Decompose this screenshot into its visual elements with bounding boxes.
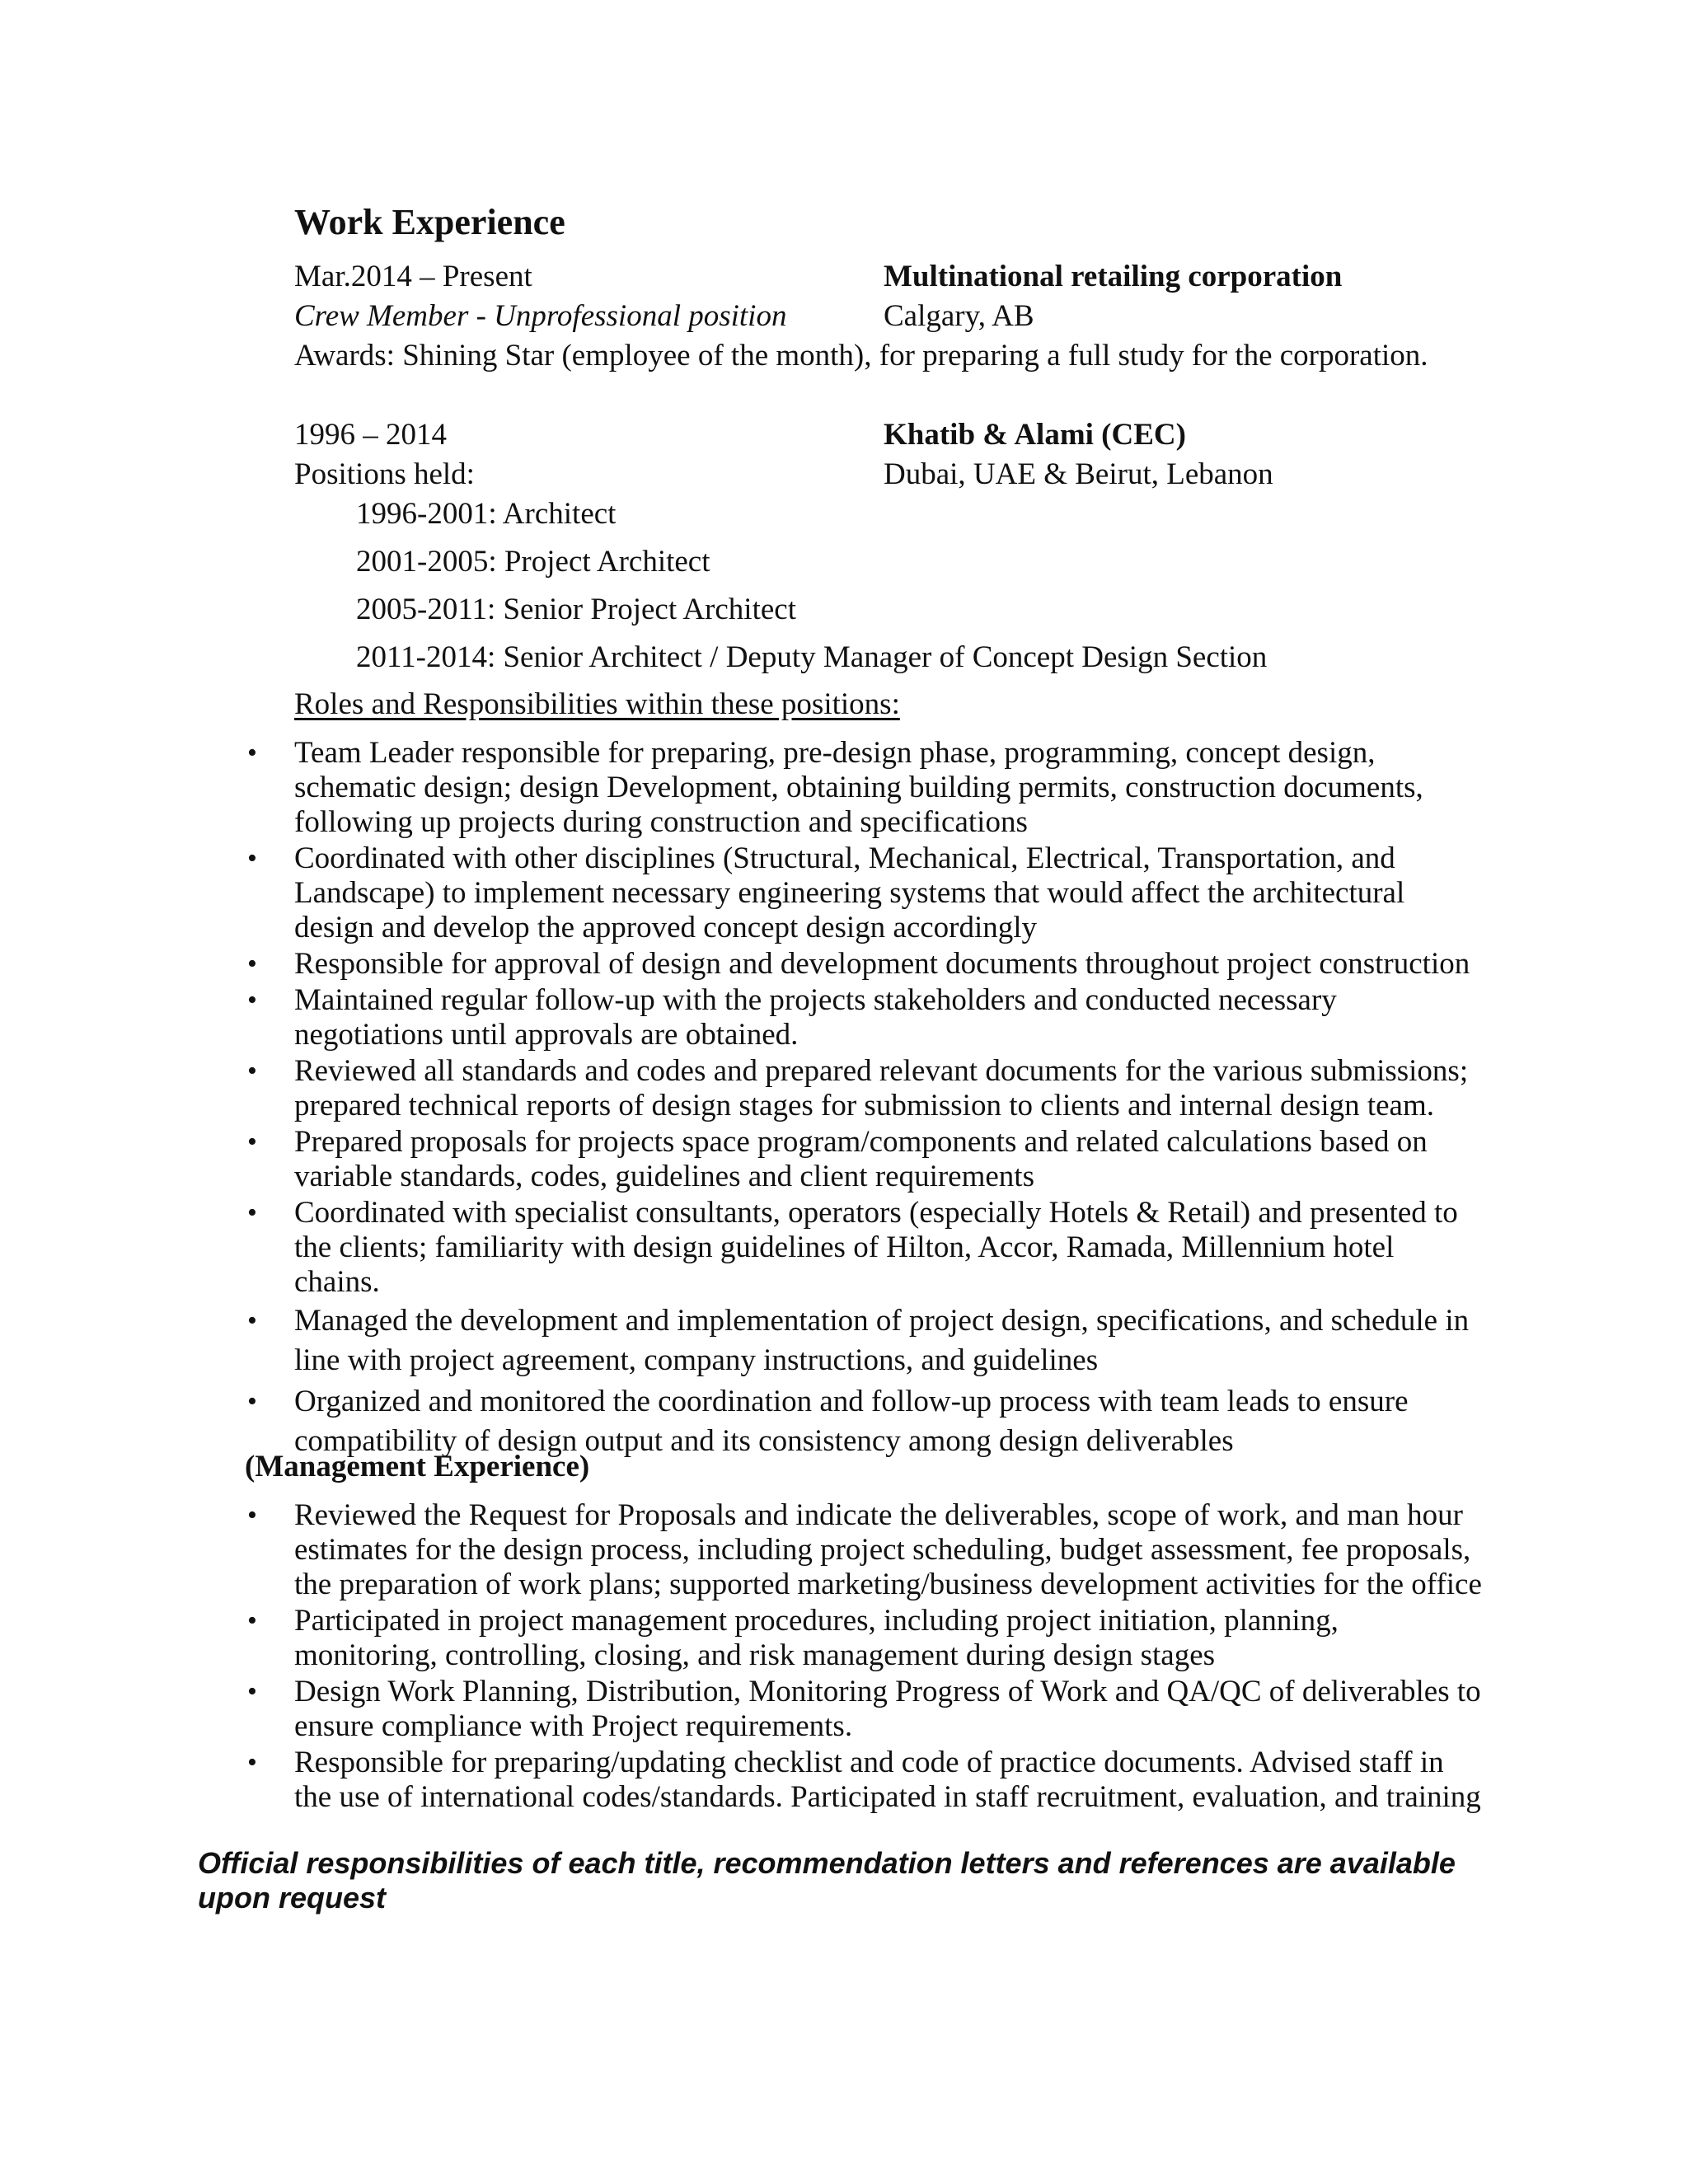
list-item: • Responsible for approval of design and development documents throughout project construction <box>247 947 1484 982</box>
job1-location: Calgary, AB <box>884 299 1034 333</box>
list-item: • Reviewed the Request for Proposals and indicate the deliverables, scope of work, and man hour estimates for the design process, including project scheduling, budget assessment, fee proposals, the preparation of work plans; supported marketing/business development activities for the office <box>247 1498 1484 1602</box>
list-item: • Participated in project management procedures, including project initiation, planning, monitoring, controlling, closing, and risk management during design stages <box>247 1604 1484 1673</box>
list-item: • Managed the development and implementation of project design, specifications, and schedule in line with project agreement, company instructions, and guidelines <box>247 1301 1484 1380</box>
position-item: 1996-2001: Architect <box>356 497 617 531</box>
job2-positions-label: Positions held: <box>294 457 475 491</box>
job1-dates: Mar.2014 – Present <box>294 260 532 293</box>
position-item: 2001-2005: Project Architect <box>356 545 710 579</box>
job2-location: Dubai, UAE & Beirut, Lebanon <box>884 457 1273 491</box>
list-item: • Prepared proposals for projects space program/components and related calculations based on variable standards, codes, guidelines and client requirements <box>247 1125 1484 1194</box>
job1-employer: Multinational retailing corporation <box>884 260 1343 293</box>
list-item: • Coordinated with specialist consultants, operators (especially Hotels & Retail) and presented to the clients; familiarity with design guidelines of Hilton, Accor, Ramada, Millennium hotel chains. <box>247 1196 1484 1300</box>
list-item: • Design Work Planning, Distribution, Monitoring Progress of Work and QA/QC of deliverables to ensure compliance with Project requirements. <box>247 1675 1484 1744</box>
job2-dates: 1996 – 2014 <box>294 418 447 452</box>
management-heading: (Management Experience) <box>245 1450 590 1483</box>
job1-awards: Awards: Shining Star (employee of the month), for preparing a full study for the corporation. <box>294 339 1428 373</box>
list-item: • Team Leader responsible for preparing, pre-design phase, programming, concept design, schematic design; design Development, obtaining building permits, construction documents, following up projects during construction and specifications <box>247 736 1484 840</box>
management-list <box>247 1498 1484 1816</box>
position-item: 2005-2011: Senior Project Architect <box>356 593 796 626</box>
job1-title: Crew Member - Unprofessional position <box>294 299 787 333</box>
list-item: • Coordinated with other disciplines (Structural, Mechanical, Electrical, Transportation, and Landscape) to implement necessary engineering systems that would affect the architectural design and develop the approved concept design accordingly <box>247 841 1484 945</box>
responsibilities-list <box>247 736 1484 1463</box>
list-item: • Reviewed all standards and codes and prepared relevant documents for the various submissions; prepared technical reports of design stages for submission to clients and internal design team. <box>247 1054 1484 1123</box>
roles-heading: Roles and Responsibilities within these positions: <box>294 687 900 721</box>
footnote: Official responsibilities of each title, recommendation letters and references are available upon request <box>198 1846 1456 1915</box>
list-item: • Responsible for preparing/updating checklist and code of practice documents. Advised staff in the use of international codes/standards. Participated in staff recruitment, evaluation, and training <box>247 1746 1484 1815</box>
job2-employer: Khatib & Alami (CEC) <box>884 418 1186 452</box>
list-item: • Maintained regular follow-up with the projects stakeholders and conducted necessary negotiations until approvals are obtained. <box>247 983 1484 1052</box>
list-item: • Organized and monitored the coordination and follow-up process with team leads to ensure compatibility of design output and its consistency among design deliverables <box>247 1382 1484 1461</box>
section-title: Work Experience <box>294 202 565 242</box>
position-item: 2011-2014: Senior Architect / Deputy Manager of Concept Design Section <box>356 640 1268 674</box>
